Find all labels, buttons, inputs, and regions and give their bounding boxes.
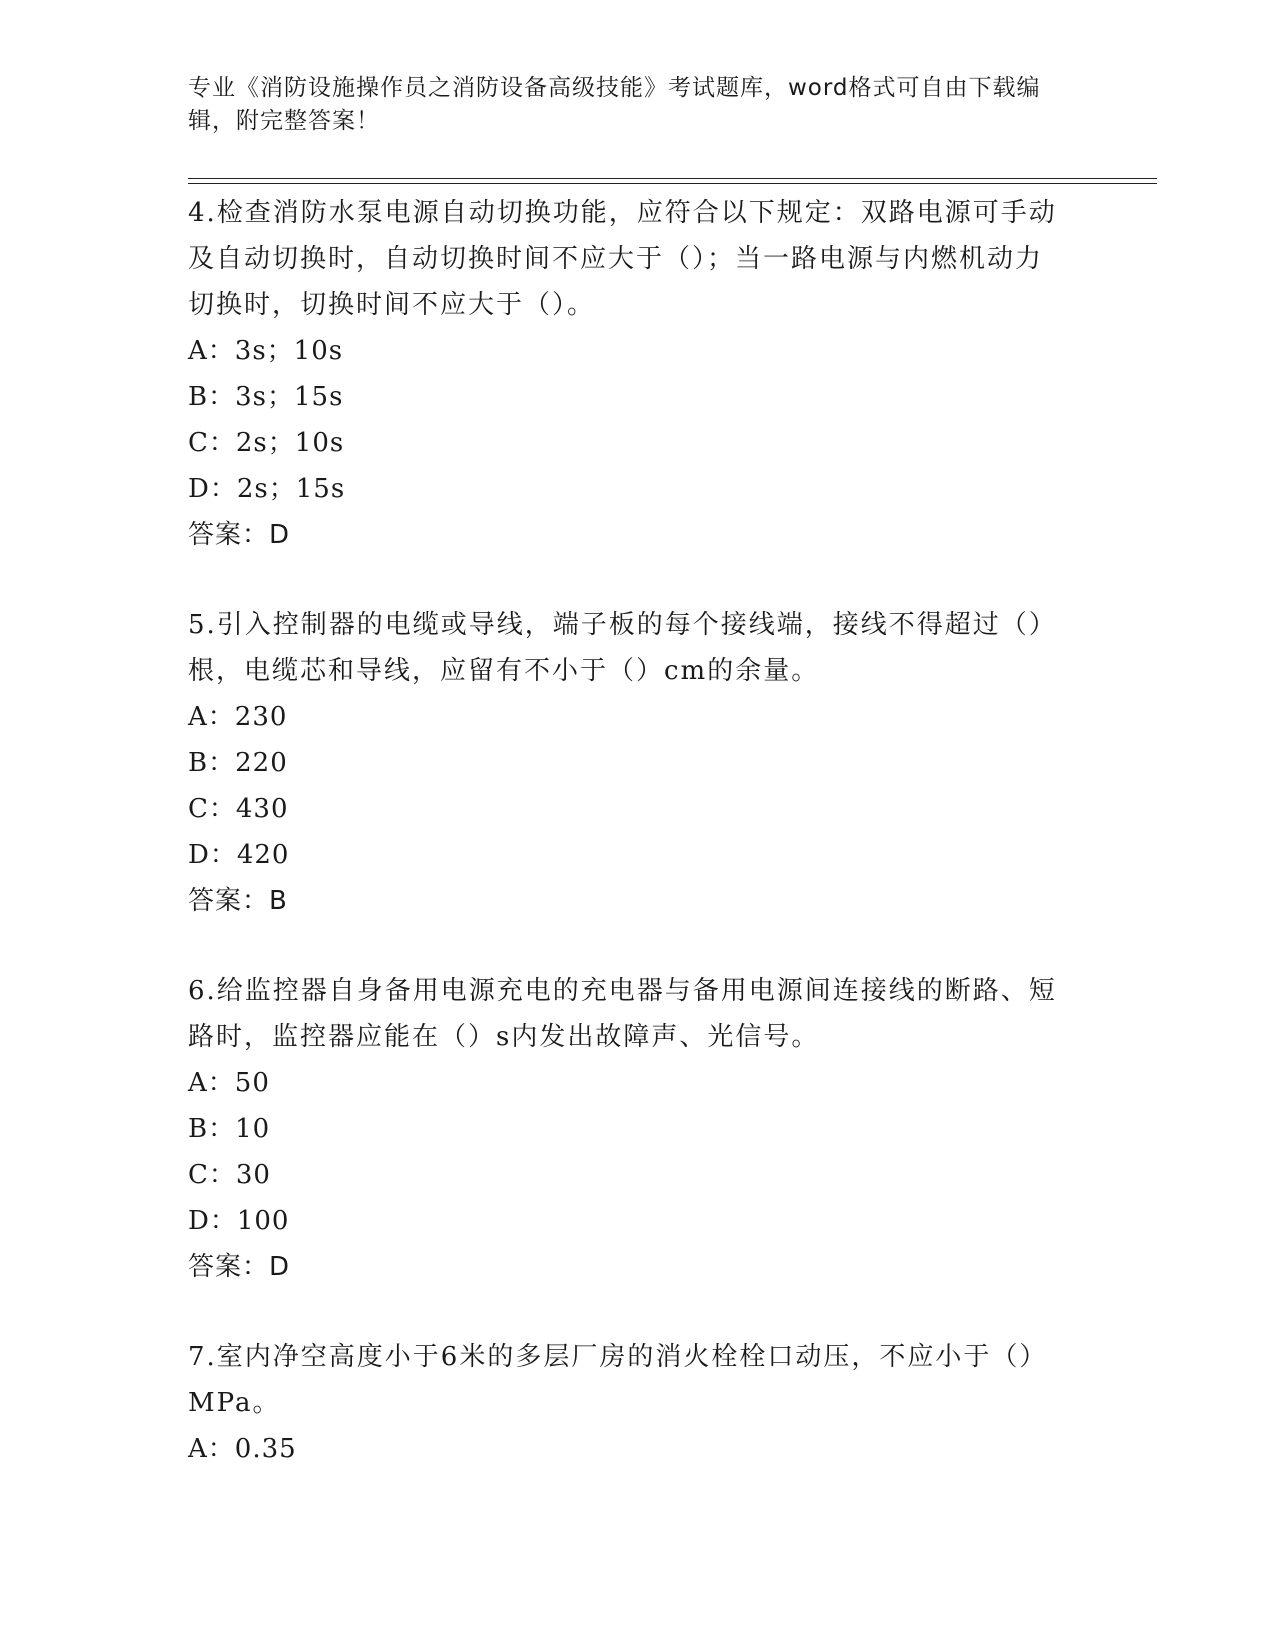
option-b: B：3s；15s (188, 382, 344, 412)
question-text: 5.引入控制器的电缆或导线，端子板的每个接线端，接线不得超过（）根，电缆芯和导线，应留有不小于（）cm的余量。 (188, 610, 1057, 686)
option-c: C：2s；10s (188, 428, 345, 458)
question-text: 6.给监控器自身备用电源充电的充电器与备用电源间连接线的断路、短路时，监控器应能在（）s内发出故障声、光信号。 (188, 976, 1057, 1052)
answer-line: 答案：D (188, 1252, 291, 1282)
option-a: A：3s；10s (188, 336, 344, 366)
option-a: A：0.35 (188, 1434, 297, 1464)
question-4 (188, 190, 1068, 558)
option-c: C：430 (188, 794, 289, 824)
option-c: C：30 (188, 1160, 271, 1190)
question-list (188, 190, 1068, 1472)
option-b: B：10 (188, 1114, 271, 1144)
header-divider-top (188, 178, 1157, 179)
question-5 (188, 602, 1068, 924)
answer-line: 答案：D (188, 520, 291, 550)
question-spacer (188, 1290, 1068, 1334)
option-d: D：2s；15s (188, 474, 346, 504)
question-text: 4.检查消防水泵电源自动切换功能，应符合以下规定：双路电源可手动及自动切换时，自动切换时间不应大于（）；当一路电源与内燃机动力切换时，切换时间不应大于（）。 (188, 198, 1057, 320)
option-d: D：420 (188, 840, 290, 870)
document-header: 专业《消防设施操作员之消防设备高级技能》考试题库，word格式可自由下载编辑，附完整答案！ (188, 75, 1041, 134)
answer-line: 答案：B (188, 886, 288, 916)
option-b: B：220 (188, 748, 288, 778)
question-spacer (188, 558, 1068, 602)
option-a: A：50 (188, 1068, 270, 1098)
option-d: D：100 (188, 1206, 290, 1236)
option-a: A：230 (188, 702, 288, 732)
question-7 (188, 1334, 1068, 1472)
question-spacer (188, 924, 1068, 968)
question-6 (188, 968, 1068, 1290)
question-text: 7.室内净空高度小于6米的多层厂房的消火栓栓口动压，不应小于（）MPa。 (188, 1342, 1048, 1418)
header-divider-bottom (188, 183, 1157, 184)
